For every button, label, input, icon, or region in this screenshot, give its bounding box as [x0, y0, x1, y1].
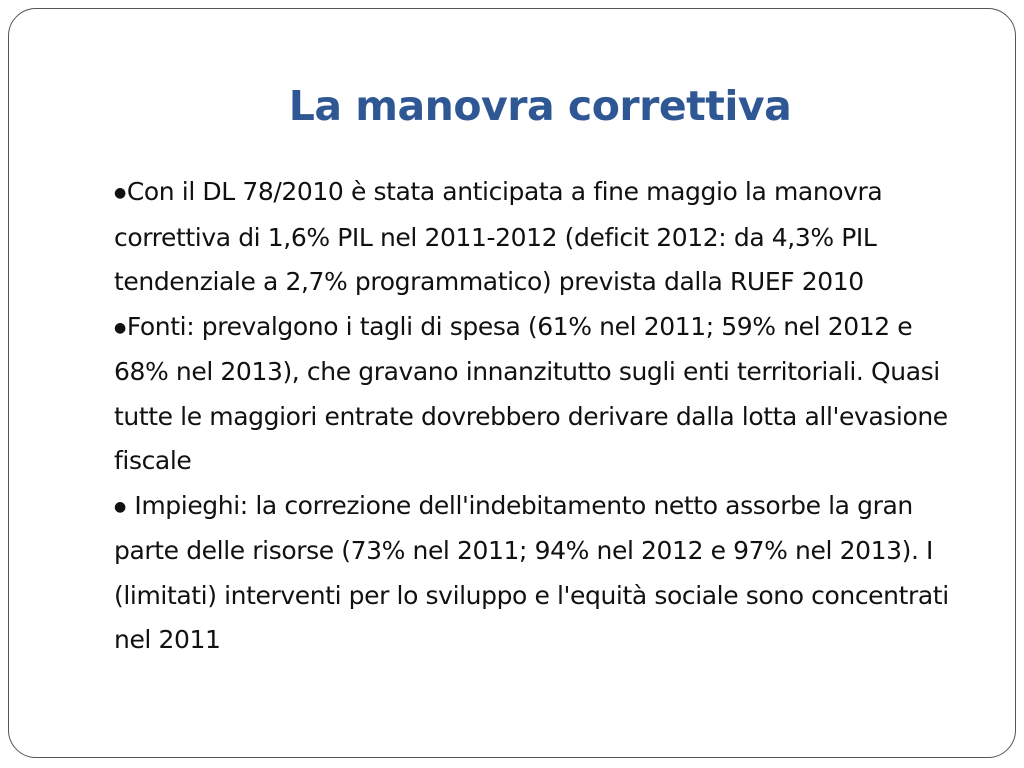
paragraph-text: Impieghi: la correzione dell'indebitamento netto assorbe la gran parte delle risorse (73% nel 2011; 94% nel 2012 e 97% nel 2013). I (limitati) interventi per lo sviluppo e l'equità sociale sono concentrati nel 2011 — [114, 490, 949, 654]
bullet-icon: ● — [114, 319, 126, 336]
slide-title: La manovra correttiva — [288, 82, 792, 130]
bullet-icon: ● — [114, 498, 126, 515]
bullet-paragraph-2 — [114, 305, 964, 484]
bullet-paragraph-1 — [114, 170, 964, 305]
slide-body — [114, 170, 964, 663]
paragraph-text: Fonti: prevalgono i tagli di spesa (61% nel 2011; 59% nel 2012 e 68% nel 2013), che gravano innanzitutto sugli enti territoriali. Quasi tutte le maggiori entrate dovrebbero derivare dalla lotta all'evasione fiscale — [114, 311, 948, 475]
bullet-paragraph-3 — [114, 484, 964, 663]
paragraph-text: Con il DL 78/2010 è stata anticipata a fine maggio la manovra correttiva di 1,6% PIL nel 2011-2012 (deficit 2012: da 4,3% PIL tendenziale a 2,7% programmatico) prevista dalla RUEF 2010 — [114, 177, 883, 296]
bullet-icon: ● — [114, 185, 126, 201]
